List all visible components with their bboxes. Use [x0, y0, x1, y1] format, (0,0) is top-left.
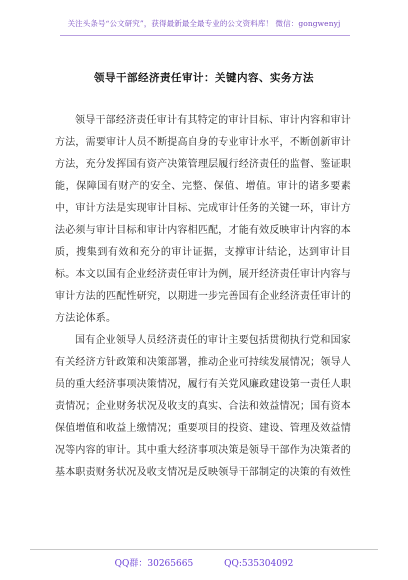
paragraph-1: 领导干部经济责任审计有其特定的审计目标、审计内容和审计方法，需要审计人员不断提高自身的专业审计水平，不断创新审计方法，充分发挥国有资产决策管理层履行经济责任的监督、鉴证职能，保障国有财产的安全、完整、保值、增值。审计的诸多要素中，审计方法是实现审计目标、完成审计任务的关键一环，审计方法必须与审计目标和审计内容相匹配，才能有效反映审计内容的本质，搜集到有效和充分的审计证据，支撑审计结论，达到审计目标。本文以国有企业经济责任审计为例，展开经济责任审计内容与审计方法的匹配性研究，以期进一步完善国有企业经济责任审计的方法论体系。: [55, 115, 351, 324]
document-body: [55, 110, 351, 484]
header-divider: [60, 35, 350, 36]
document-title: 领导干部经济责任审计：关键内容、实务方法: [94, 72, 314, 84]
page-footer: [0, 556, 408, 569]
promo-header: 关注头条号“公文研究”，获得最新最全最专业的公文资料库！ 微信：gongwenyj: [67, 19, 341, 28]
footer-divider: [30, 549, 378, 550]
footer-qq-group: QQ群：30265665: [114, 559, 194, 569]
paragraph-2: 国有企业领导人员经济责任的审计主要包括贯彻执行党和国家有关经济方针政策和决策部署，推动企业可持续发展情况；领导人员的重大经济事项决策情况，履行有关党风廉政建设第一责任人职责情况；企业财务状况及收支的真实、合法和效益情况；国有资本保值增值和收益上缴情况；重要项目的投资、建设、管理及效益情况等内容的审计。其中重大经济事项决策是领导干部作为决策者的基本职责财务状况及收支情况是反映领导干部制定的决策的有效性: [55, 335, 351, 478]
footer-qq-contact: QQ:535304092: [224, 559, 294, 569]
